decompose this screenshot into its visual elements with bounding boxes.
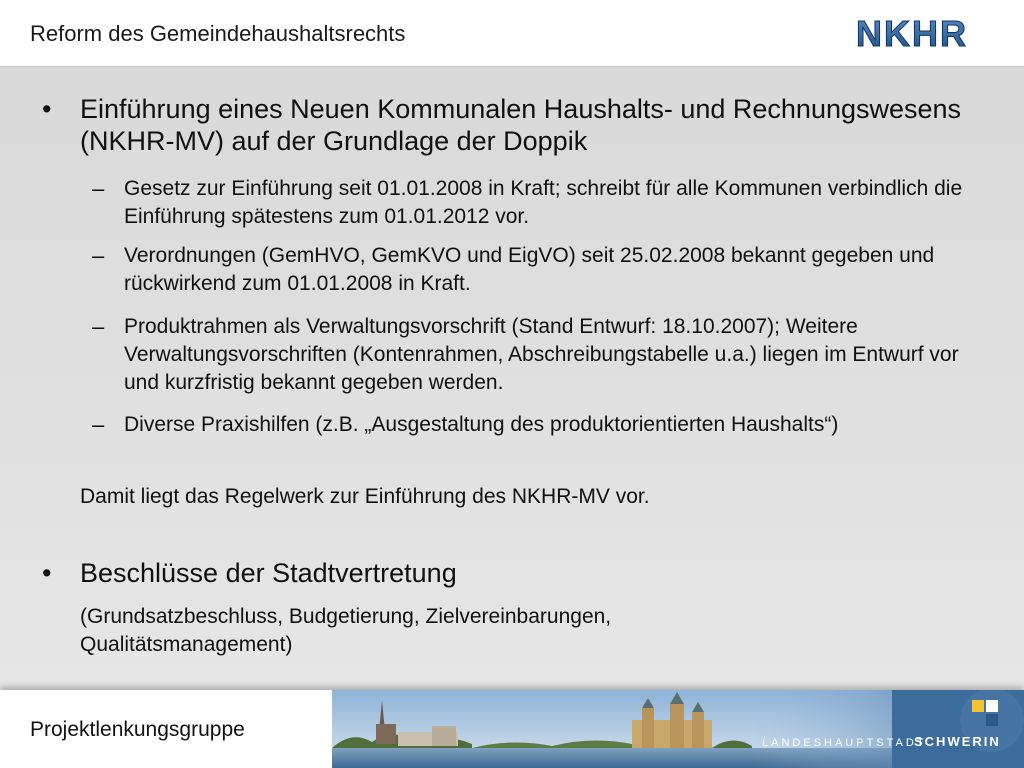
sub-item-marker: – [92,412,105,437]
sub-item-marker: – [92,243,105,268]
bullet-marker: • [42,558,52,588]
schwerin-skyline-banner [332,690,1024,768]
slide-content [0,66,1024,691]
sub-item-praxishilfen: Diverse Praxishilfen (z.B. „Ausgestaltung des produktorientierten Haushalts“) [124,413,839,436]
stadtvertretung-note: (Grundsatzbeschluss, Budgetierung, Zielvereinbarungen, Qualitätsmanagement) [80,605,612,656]
sub-item-verordnungen: Verordnungen (GemHVO, GemKVO und EigVO) seit 25.02.2008 bekannt gegeben und rückwirkend zum 01.01.2008 in Kraft. [124,244,935,295]
bullet-item-nkhr: Einführung eines Neuen Kommunalen Haushalts- und Rechnungswesens (NKHR-MV) auf der Grundlage der Doppik [80,94,962,156]
slide-header [0,0,1024,66]
slide-footer [0,690,1024,768]
bullet-item-stadtvertretung: Beschlüsse der Stadtvertretung [80,558,457,588]
logo-text: NKHR [856,17,968,51]
city-logo-square-blue [986,714,998,726]
sub-item-gesetz: Gesetz zur Einführung seit 01.01.2008 in Kraft; schreibt für alle Kommunen verbindlich die Einführung spätestens zum 01.01.2012 vor. [124,177,963,228]
nkhr-logo [832,17,992,51]
header-title: Reform des Gemeindehaushaltsrechts [30,21,406,46]
sub-item-marker: – [92,176,105,201]
sub-item-produktrahmen: Produktrahmen als Verwaltungsvorschrift (Stand Entwurf: 18.10.2007); Weitere Verwaltungsvorschriften (Kontenrahmen, Abschreibungstabelle u.a.) liegen im Entwurf vor und kurzfristig bekannt gegeben werden. [124,315,959,394]
conclusion-text: Damit liegt das Regelwerk zur Einführung des NKHR-MV vor. [80,485,650,508]
bullet-marker: • [42,94,52,124]
city-label: LANDESHAUPTSTADT [762,737,927,749]
sub-item-marker: – [92,314,105,339]
city-logo-square-white [986,700,998,712]
city-name: SCHWERIN [914,734,1001,749]
city-logo-square-yellow [972,700,984,712]
footer-label: Projektlenkungsgruppe [30,718,245,741]
